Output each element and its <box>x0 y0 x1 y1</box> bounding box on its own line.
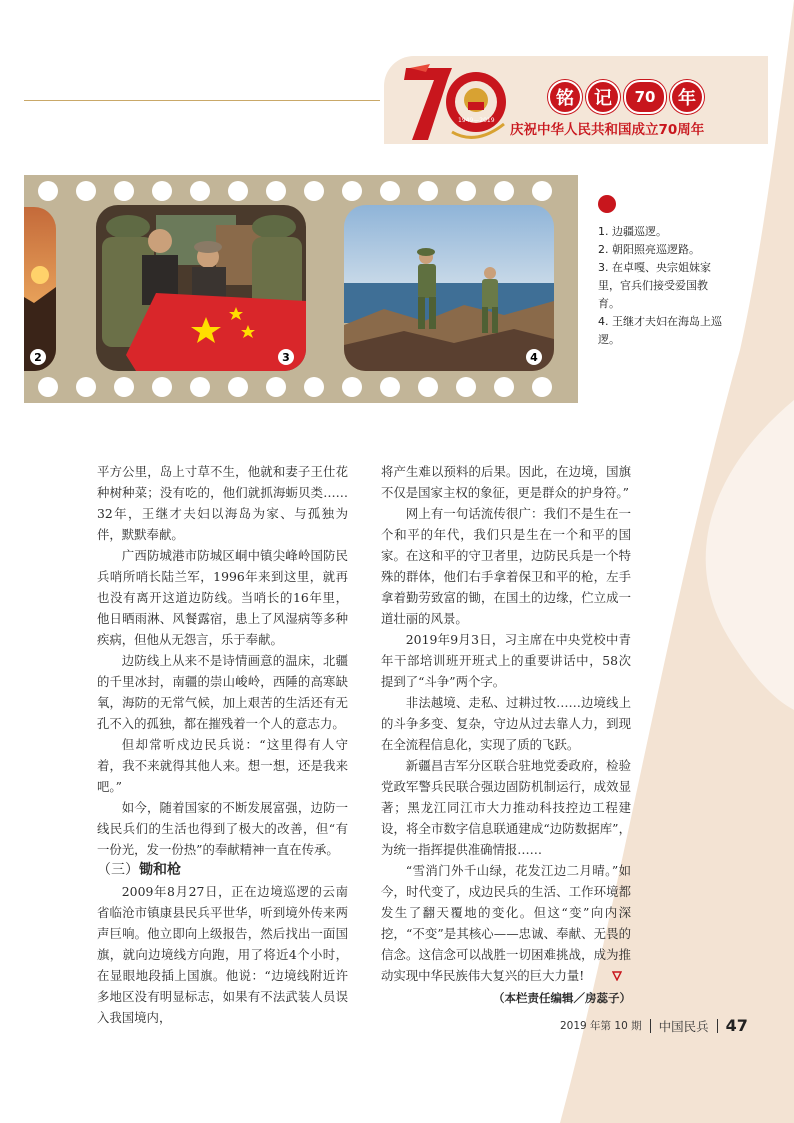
film-hole <box>190 181 210 201</box>
film-hole <box>380 377 400 397</box>
logo-years: 1949—2019 <box>458 117 495 124</box>
film-hole <box>76 377 96 397</box>
badge-nian: 年 <box>670 80 704 114</box>
caption-marker-icon <box>598 195 616 213</box>
film-hole <box>152 181 172 201</box>
badge-ming: 铭 <box>548 80 582 114</box>
film-hole <box>456 181 476 201</box>
paragraph: 广西防城港市防城区峒中镇尖峰岭国防民兵哨所哨长陆兰军，1996年来到这里，就再也没有离开这道边防线。当哨长的16年里，他日晒雨淋、风餐露宿，患上了风湿病等多种疾病，但他从无怨言，乐于奉献。 <box>97 548 348 647</box>
badge-70: 70 <box>624 80 666 114</box>
paragraph: 边防线上从来不是诗情画意的温床，北疆的千里冰封，南疆的崇山峻岭，西陲的高寒缺氧，海防的无常气候，加上艰苦的生活还有无孔不入的孤独，都在摧残着一个人的意志力。 <box>97 653 348 731</box>
caption-3: 3. 在卓嘎、央宗姐妹家里，官兵们接受爱国教育。 <box>598 261 711 310</box>
editor-credit: （本栏责任编辑／房蕊子） <box>493 991 631 1005</box>
paragraph: 新疆昌吉军分区联合驻地党委政府，检验党政军警兵民联合强边固防机制运行，成效显著；黑龙江同江市大力推动科技控边工程建设，将全市数字信息联通建成“边防数据库”，为统一指挥提供准确情报…… <box>381 758 631 857</box>
paragraph: 网上有一句话流传很广：我们不是生在一个和平的年代，我们只是生在一个和平的国家。在这和平的守卫者里，边防民兵是一个特殊的群体，他们右手拿着保卫和平的枪，左手拿着勤劳致富的锄，在国土的边缘，伫立成一道壮丽的风景。 <box>381 506 631 626</box>
badge-ji: 记 <box>586 80 620 114</box>
divider <box>717 1019 718 1033</box>
film-hole <box>418 377 438 397</box>
paragraph: 将产生难以预料的后果。因此，在边境，国旗不仅是国家主权的象征，更是群众的护身符。” <box>381 464 631 500</box>
island-patrol-photo <box>344 205 554 371</box>
anniversary-70-logo <box>400 62 510 142</box>
section-heading-number: （三） <box>97 862 139 878</box>
film-hole <box>76 181 96 201</box>
caption-2: 2. 朝阳照亮巡逻路。 <box>598 243 700 256</box>
film-hole <box>228 181 248 201</box>
photo-number-3: 3 <box>278 349 294 365</box>
film-hole <box>418 181 438 201</box>
film-hole <box>114 181 134 201</box>
soldiers-with-flag-photo <box>96 205 306 371</box>
paragraph: 如今，随着国家的不断发展富强，边防一线民兵们的生活也得到了极大的改善，但“有一份光，发一份热”的奉献精神一直在传承。 <box>97 800 348 857</box>
header-rule <box>24 100 380 101</box>
film-hole <box>380 181 400 201</box>
sunset-photo <box>24 207 56 371</box>
film-hole <box>342 377 362 397</box>
film-hole <box>456 377 476 397</box>
title-badges <box>548 80 704 114</box>
paragraph: 2009年8月27日，正在边境巡逻的云南省临沧市镇康县民兵平世华，听到境外传来两声巨响。他立即向上级报告，然后找出一面国旗，就向边境线方向跑，用了将近4个小时，在显眼地段插上国旗。他说：“边境线附近许多地区没有明显标志，如果有不法武装人员误入我国境内， <box>97 884 348 1025</box>
film-hole <box>304 377 324 397</box>
divider <box>650 1019 651 1033</box>
paragraph-text: “雪消门外千山绿，花发江边二月晴。”如今，时代变了，戍边民兵的生活、工作环境都发生了翻天覆地的变化。但这“变”向内深挖，“不变”是其核心——忠诚、奉献、无畏的信念。这信念可以战胜一切困难挑战，成为推动实现中华民族伟大复兴的巨大力量! <box>381 863 631 983</box>
section-heading <box>97 860 348 881</box>
page-number: 47 <box>725 1016 748 1035</box>
article-column-2 <box>381 461 631 1009</box>
film-hole <box>304 181 324 201</box>
page-footer <box>560 1016 748 1035</box>
film-hole <box>152 377 172 397</box>
film-hole <box>228 377 248 397</box>
film-hole <box>266 181 286 201</box>
film-hole <box>114 377 134 397</box>
film-hole <box>494 181 514 201</box>
end-mark-icon <box>587 966 597 976</box>
film-hole <box>190 377 210 397</box>
photo-number-2: 2 <box>30 349 46 365</box>
article-column-1 <box>97 461 348 1028</box>
section-heading-text: 锄和枪 <box>139 862 181 878</box>
header-subtitle: 庆祝中华人民共和国成立70周年 <box>510 122 705 138</box>
film-hole <box>38 181 58 201</box>
film-hole <box>494 377 514 397</box>
photo-number-4: 4 <box>526 349 542 365</box>
magazine-name: 中国民兵 <box>658 1018 709 1034</box>
paragraph: 但却常听戍边民兵说：“这里得有人守着，我不来就得其他人来。想一想，还是我来吧。” <box>97 737 348 794</box>
issue-label: 2019 年第 10 期 <box>560 1020 642 1032</box>
film-hole <box>532 181 552 201</box>
film-hole <box>342 181 362 201</box>
film-hole <box>266 377 286 397</box>
caption-1: 1. 边疆巡逻。 <box>598 225 667 238</box>
paragraph: 平方公里，岛上寸草不生，他就和妻子王仕花种树种菜；没有吃的，他们就抓海蛎贝类……32年，王继才夫妇以海岛为家、与孤独为伴，默默奉献。 <box>97 464 348 542</box>
paragraph <box>381 860 631 986</box>
caption-4: 4. 王继才夫妇在海岛上巡逻。 <box>598 315 722 346</box>
photo-filmstrip <box>24 175 578 403</box>
photo-captions <box>598 195 722 349</box>
film-hole <box>532 377 552 397</box>
paragraph: 2019年9月3日，习主席在中央党校中青年干部培训班开班式上的重要讲话中，58次提到了“斗争”两个字。 <box>381 632 631 689</box>
film-hole <box>38 377 58 397</box>
paragraph: 非法越境、走私、过耕过牧……边境线上的斗争多变、复杂，守边从过去靠人力，到现在全流程信息化，实现了质的飞跃。 <box>381 695 631 752</box>
